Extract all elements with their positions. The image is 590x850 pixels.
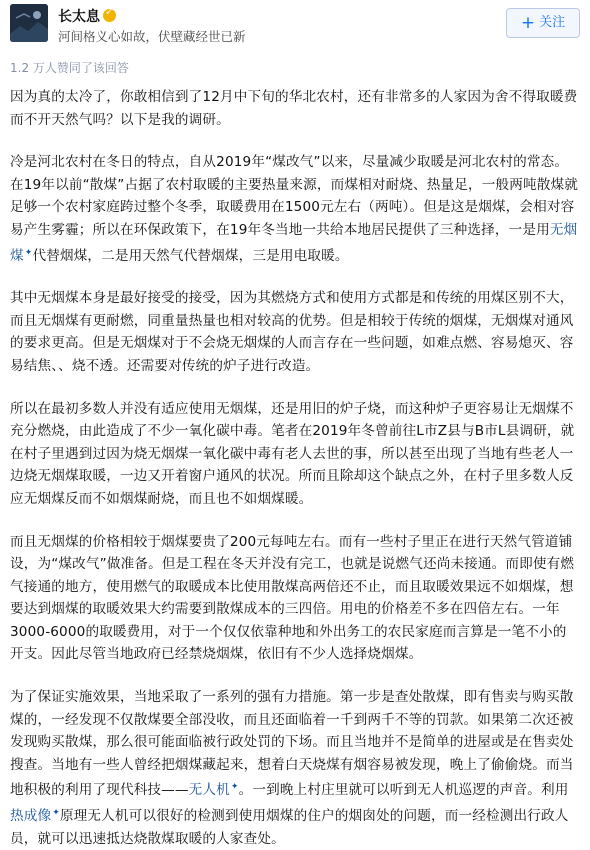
paragraph-text: 其中无烟煤本身是最好接受的接受，因为其燃烧方式和使用方式都是和传统的用煤区别不大，而且无烟煤有更耐燃，同重量热量也相对较高的优势。但是相较于传统的烟煤，无烟煤对通风的要求更高。但是无烟煤对于不会烧无烟煤的人而言存在一些问题，如难点燃、容易熄灭、容易结焦、、烧不透。还需要对传统的炉子进行改造。 (10, 290, 574, 374)
answer-paragraph (10, 151, 580, 267)
paragraph-text: 代替烟煤，二是用天然气代替烟煤，三是用电取暖。 (32, 247, 349, 264)
paragraph-text: 。一到晚上村庄里就可以听到无人机巡逻的声音。利用 (238, 782, 569, 799)
author-headline: 河间格义心如故，伏壁藏经世已新 (58, 29, 246, 44)
avatar[interactable] (10, 4, 48, 42)
keyword-link[interactable]: 无烟煤 (10, 221, 578, 264)
answer-paragraph (10, 398, 580, 511)
author-name[interactable]: 长太息 (58, 9, 100, 25)
upvote-count: 1.2 万人赞同了该回答 (10, 61, 129, 75)
answer-paragraph (10, 686, 580, 850)
keyword-link[interactable]: 无人机 (188, 782, 230, 799)
answer-paragraph (10, 531, 580, 667)
answer-paragraph (10, 86, 580, 131)
paragraph-text: 因为真的太冷了，你敢相信到了12月中下旬的华北农村，还有非常多的人家因为舍不得取暖费而不开天然气吗？以下是我的调研。 (10, 89, 578, 128)
paragraph-text: 冷是河北农村在冬日的特点，自从2019年“煤改气”以来，尽量减少取暖是河北农村的常态。在19年以前“散煤”占据了农村取暖的主要热量来源，而煤相对耐烧、热量足，一般两吨散煤就足够一个农村家庭跨过整个冬季，取暖费用在1500元左右（两吨）。但是这是烟煤，会相对容易产生雾霾；所以在环保政策下，在19年冬当地一共给本地居民提供了三种选择，一是用 (10, 154, 578, 238)
sparkle-icon: ✦ (52, 808, 60, 819)
paragraph-text: 所以在最初多数人并没有适应使用无烟煤，还是用旧的炉子烧，而这种炉子更容易让无烟煤不充分燃烧，由此造成了不少一氧化碳中毒。笔者在2019年冬曾前往L市Z县与B市L县调研，就在村子里遇到过因为烧无烟煤一氧化碳中毒有老人去世的事，所以甚至出现了当地有些老人一边烧无烟煤取暖，一边又开着窗户通风的状况。所而且除却这个缺点之外，在村子里多数人反应无烟煤反而不如烟煤耐烧，而且也不如烟煤暖。 (10, 400, 575, 507)
sparkle-icon: ✦ (230, 782, 239, 793)
verified-badge-icon (103, 9, 116, 22)
answer-author-bar (0, 0, 590, 50)
plus-icon: + (520, 13, 536, 33)
follow-button[interactable] (506, 8, 580, 38)
paragraph-text: 原理无人机可以很好的检测到使用烟煤的住户的烟囱处的问题，而一经检测出行政人员，就可以迅速抵达烧散煤取暖的人家查处。 (10, 808, 569, 847)
answer-content (0, 86, 590, 850)
paragraph-text: 为了保证实施效果，当地采取了一系列的强有力措施。第一步是查处散煤，即有售卖与购买散煤的，一经发现不仅散煤要全部没收，而且还面临着一千到两千不等的罚款。如果第二次还被发现购买散煤，那么很可能面临被行政处罚的下场。而且当地并不是简单的进屋或是在售卖处搜查。当地有一些人曾经把烟煤藏起来，想着白天烧煤有烟容易被发现，晚上了偷偷烧。而当地积极的利用了现代科技—— (10, 689, 574, 799)
sparkle-icon: ✦ (24, 247, 33, 258)
answer-paragraph (10, 287, 580, 377)
paragraph-text: 而且无烟煤的价格相较于烟煤要贵了200元每吨左右。而有一些村子里正在进行天然气管道铺设，为“煤改气”做准备。但是工程在冬天并没有完工，也就是说燃气还尚未接通。而即使有燃气接通的地方，使用燃气的取暖成本比使用散煤高两倍还不止，而且取暖效果远不如烟煤，想要达到烟煤的取暖效果大约需要到散煤成本的三四倍。用电的价格差不多在四倍左右。一年3000-6000的取暖费用，对于一个仅仅依靠种地和外出务工的农民家庭而言算是一笔不小的开支。因此尽管当地政府已经禁烧烟煤，依旧有不少人选择烧烟煤。 (10, 533, 575, 663)
keyword-link[interactable]: 热成像 (10, 808, 52, 825)
follow-label: 关注 (539, 15, 566, 30)
